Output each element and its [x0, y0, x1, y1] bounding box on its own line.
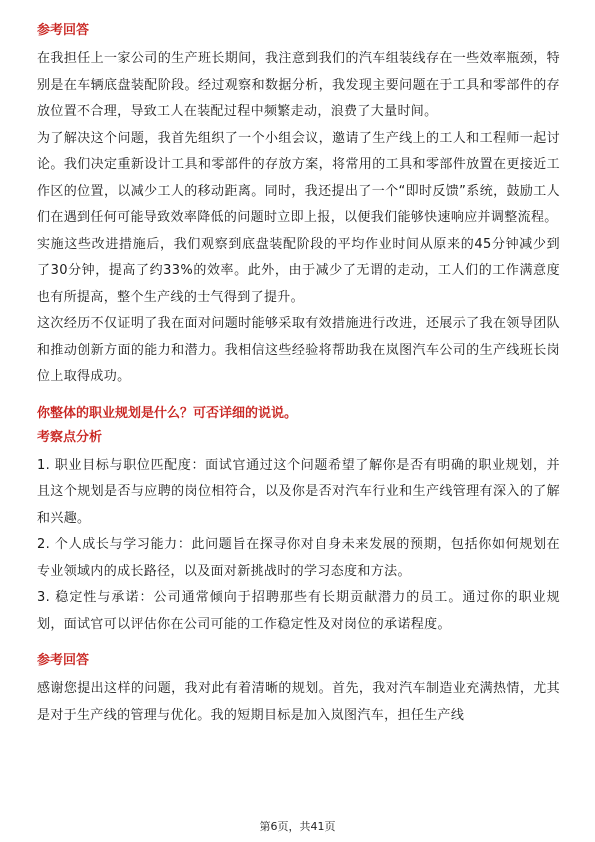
answer-heading: 参考回答 — [37, 653, 90, 668]
analysis-heading: 考察点分析 — [37, 429, 103, 445]
answer-paragraph: 为了解决这个问题，我首先组织了一个小组会议，邀请了生产线上的工人和工程师一起讨论。我们决定重新设计工具和零部件的存放方案，将常用的工具和零部件放置在更接近工作区的位置，以减少工人的移动距离。同时，我还提出了一个“即时反馈”系统，鼓励工人们在遇到任何可能导致效率降低的问题时立即上报，以便我们能够快速响应并调整流程。 — [37, 130, 560, 225]
page-content — [37, 22, 560, 729]
analysis-item: 2. 个人成长与学习能力：此问题旨在探寻你对自身未来发展的预期，包括你如何规划在专业领域内的成长路径，以及面对新挑战时的学习态度和方法。 — [37, 537, 560, 579]
answer-paragraph: 感谢您提出这样的问题，我对此有着清晰的规划。首先，我对汽车制造业充满热情，尤其是对于生产线的管理与优化。我的短期目标是加入岚图汽车，担任生产线 — [37, 681, 560, 723]
answer-paragraph: 在我担任上一家公司的生产班长期间，我注意到我们的汽车组装线存在一些效率瓶颈，特别是在车辆底盘装配阶段。经过观察和数据分析，我发现主要问题在于工具和零部件的存放位置不合理，导致工人在装配过程中频繁走动，浪费了大量时间。 — [37, 51, 560, 119]
analysis-item: 1. 职业目标与职位匹配度：面试官通过这个问题希望了解你是否有明确的职业规划，并且这个规划是否与应聘的岗位相符合，以及你是否对汽车行业和生产线管理有深入的了解和兴趣。 — [37, 457, 560, 526]
answer-paragraph: 这次经历不仅证明了我在面对问题时能够采取有效措施进行改进，还展示了我在领导团队和推动创新方面的能力和潜力。我相信这些经验将帮助我在岚图汽车公司的生产线班长岗位上取得成功。 — [37, 316, 560, 384]
page-number: 第6页，共41页 — [259, 820, 336, 833]
analysis-item: 3. 稳定性与承诺：公司通常倾向于招聘那些有长期贡献潜力的员工。通过你的职业规划，面试官可以评估你在公司可能的工作稳定性及对岗位的承诺程度。 — [37, 590, 560, 632]
answer-heading: 参考回答 — [37, 23, 90, 38]
question-heading: 你整体的职业规划是什么？可否详细的说说。 — [37, 405, 298, 421]
answer-paragraph: 实施这些改进措施后，我们观察到底盘装配阶段的平均作业时间从原来的45分钟减少到了30分钟，提高了约33%的效率。此外，由于减少了无谓的走动，工人们的工作满意度也有所提高，整个生产线的士气得到了提升。 — [37, 236, 560, 305]
